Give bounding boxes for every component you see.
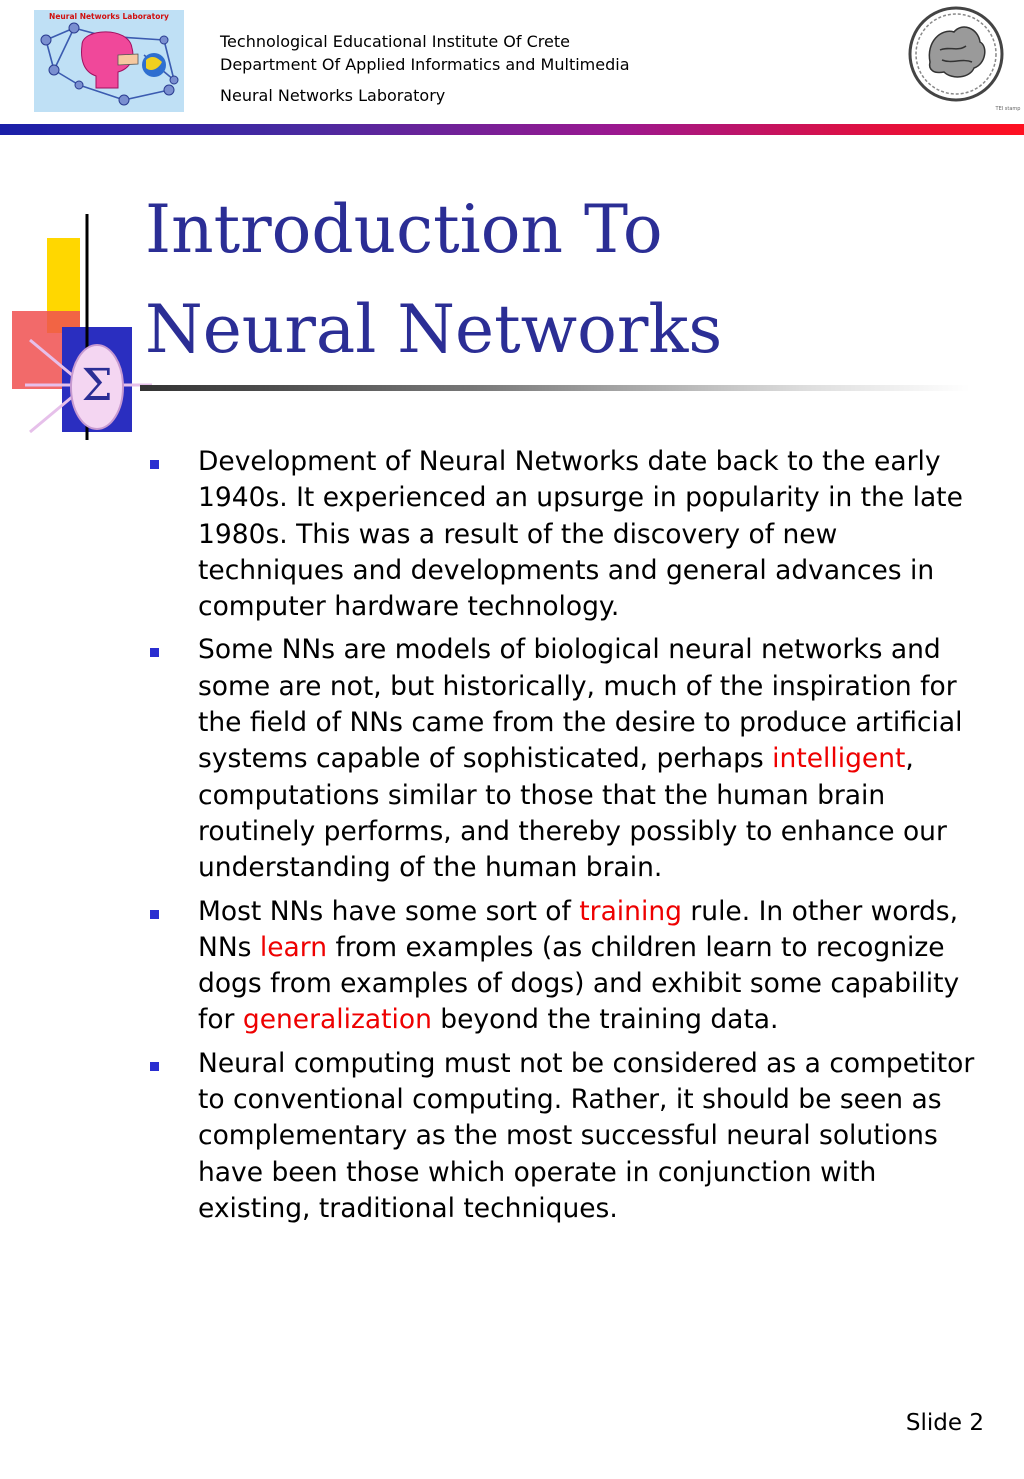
page-title [145, 180, 722, 380]
list-item [145, 1046, 980, 1227]
keyword-highlight: intelligent [772, 743, 906, 775]
title-line-2: Neural Networks [145, 291, 723, 368]
list-item [145, 444, 980, 625]
neuron-sigma-icon [0, 200, 160, 445]
institute-name: Technological Educational Institute Of Crete [220, 32, 570, 51]
bullet-text: Development of Neural Networks date back to the early 1940s. It experienced an upsurge in popularity in the late 1980s. This was a result of the discovery of new techniques and developments and general advances in computer hardware technology. [198, 446, 963, 623]
keyword-highlight: training [579, 895, 682, 927]
bullet-square-icon [150, 1062, 159, 1071]
brain-network-logo-icon [34, 10, 184, 112]
list-item [145, 632, 980, 886]
bullet-text: Some NNs are models of biological neural networks and some are not, but historically, much of the inspiration for the field of NNs came from the desire to produce artificial systems capable of sophisticated, perhaps intelligent, computations similar to those that the human brain routinely performs, and thereby possibly to enhance our understanding of the human brain. [198, 634, 963, 884]
institute-seal-icon [896, 2, 1022, 114]
logo-caption: Neural Networks Laboratory [49, 12, 169, 21]
list-item [145, 894, 980, 1039]
bullet-text: Most NNs have some sort of training rule. In other words, NNs learn from examples (as children learn to recognize dogs from examples of dogs) and exhibit some capability for generalization beyond the training data. [198, 895, 960, 1036]
seal-caption: TEI stamp [995, 106, 1021, 112]
department-name: Department Of Applied Informatics and Multimedia [220, 55, 630, 74]
bullet-square-icon [150, 910, 159, 919]
bullet-square-icon [150, 648, 159, 657]
sigma-symbol: Σ [81, 360, 113, 411]
slide-number: Slide 2 [905, 1410, 984, 1436]
keyword-highlight: generalization [242, 1004, 432, 1036]
title-divider [140, 385, 970, 391]
keyword-highlight: learn [259, 931, 328, 963]
lab-name: Neural Networks Laboratory [220, 86, 446, 105]
bullet-list [145, 444, 980, 1234]
header-gradient-bar [0, 124, 1024, 135]
bullet-square-icon [150, 460, 159, 469]
title-line-1: Introduction To [145, 191, 663, 268]
bullet-text: Neural computing must not be considered as a competitor to conventional computing. Rather, it should be seen as complementary as the most successful neural solutions have been those which operate in conjunction with existing, traditional techniques. [198, 1047, 975, 1224]
